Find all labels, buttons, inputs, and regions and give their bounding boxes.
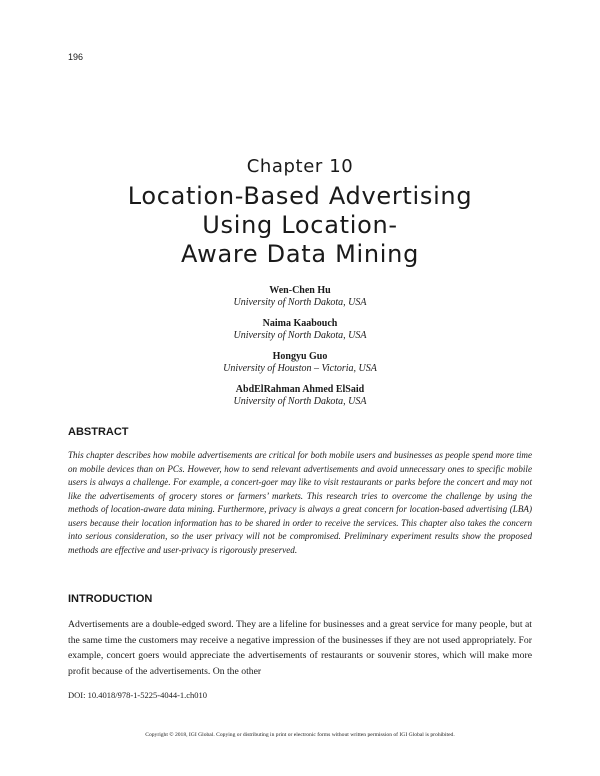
author-affiliation: University of North Dakota, USA — [233, 297, 367, 308]
author-affiliation: University of North Dakota, USA — [233, 396, 367, 407]
page-number: 196 — [68, 52, 84, 62]
introduction-heading: INTRODUCTION — [68, 593, 153, 605]
author-name: AbdElRahman Ahmed ElSaid — [235, 384, 365, 395]
author-block — [0, 384, 600, 408]
chapter-title-line: Aware Data Mining — [180, 240, 420, 268]
author-affiliation: University of North Dakota, USA — [233, 330, 367, 341]
doi-line: DOI: 10.4018/978-1-5225-4044-1.ch010 — [68, 690, 208, 700]
chapter-label: Chapter 10 — [246, 156, 354, 177]
author-affiliation: University of Houston – Victoria, USA — [223, 363, 377, 374]
abstract-heading: ABSTRACT — [68, 426, 129, 438]
chapter-title-line: Location-Based Advertising — [127, 182, 473, 210]
chapter-title — [60, 182, 540, 269]
author-name: Hongyu Guo — [272, 351, 328, 362]
copyright-notice: Copyright © 2018, IGI Global. Copying or distributing in print or electronic forms without written permission of IGI Global is prohibited. — [145, 732, 455, 738]
author-block — [0, 318, 600, 342]
abstract-text: This chapter describes how mobile advertisements are critical for both mobile users and businesses as people spend more time on mobile devices than on PCs. However, how to send relevant advertisements and avoid unnecessary ones to specific mobile users is always a challenge. For example, a concert-goer may like to visit restaurants or parks before the concert and may not like the advertisements of grocery stores or farmers’ markets. This research tries to overcome the challenge by using the methods of location-aware data mining. Furthermore, privacy is always a great concern for location-based advertising (LBA) users because their location information has to be shared in order to receive the services. This chapter also takes the concern into serious consideration, so the user privacy will not be compromised. Preliminary experiment results show the proposed methods are effective and user-privacy is rigorously preserved. — [68, 450, 532, 555]
introduction-text: Advertisements are a double-edged sword. They are a lifeline for businesses and a great service for many people, but at the same time the customers may receive a negative impression of the businesses if they are not used appropriately. For example, concert goers would appreciate the advertisements of restaurants or souvenir stores, which will make more profit because of the advertisements. On the other — [68, 619, 532, 677]
author-name: Wen-Chen Hu — [269, 285, 331, 296]
chapter-title-line: Using Location- — [202, 211, 398, 239]
author-list — [0, 285, 600, 417]
author-block — [0, 351, 600, 375]
author-name: Naima Kaabouch — [262, 318, 338, 329]
author-block — [0, 285, 600, 309]
